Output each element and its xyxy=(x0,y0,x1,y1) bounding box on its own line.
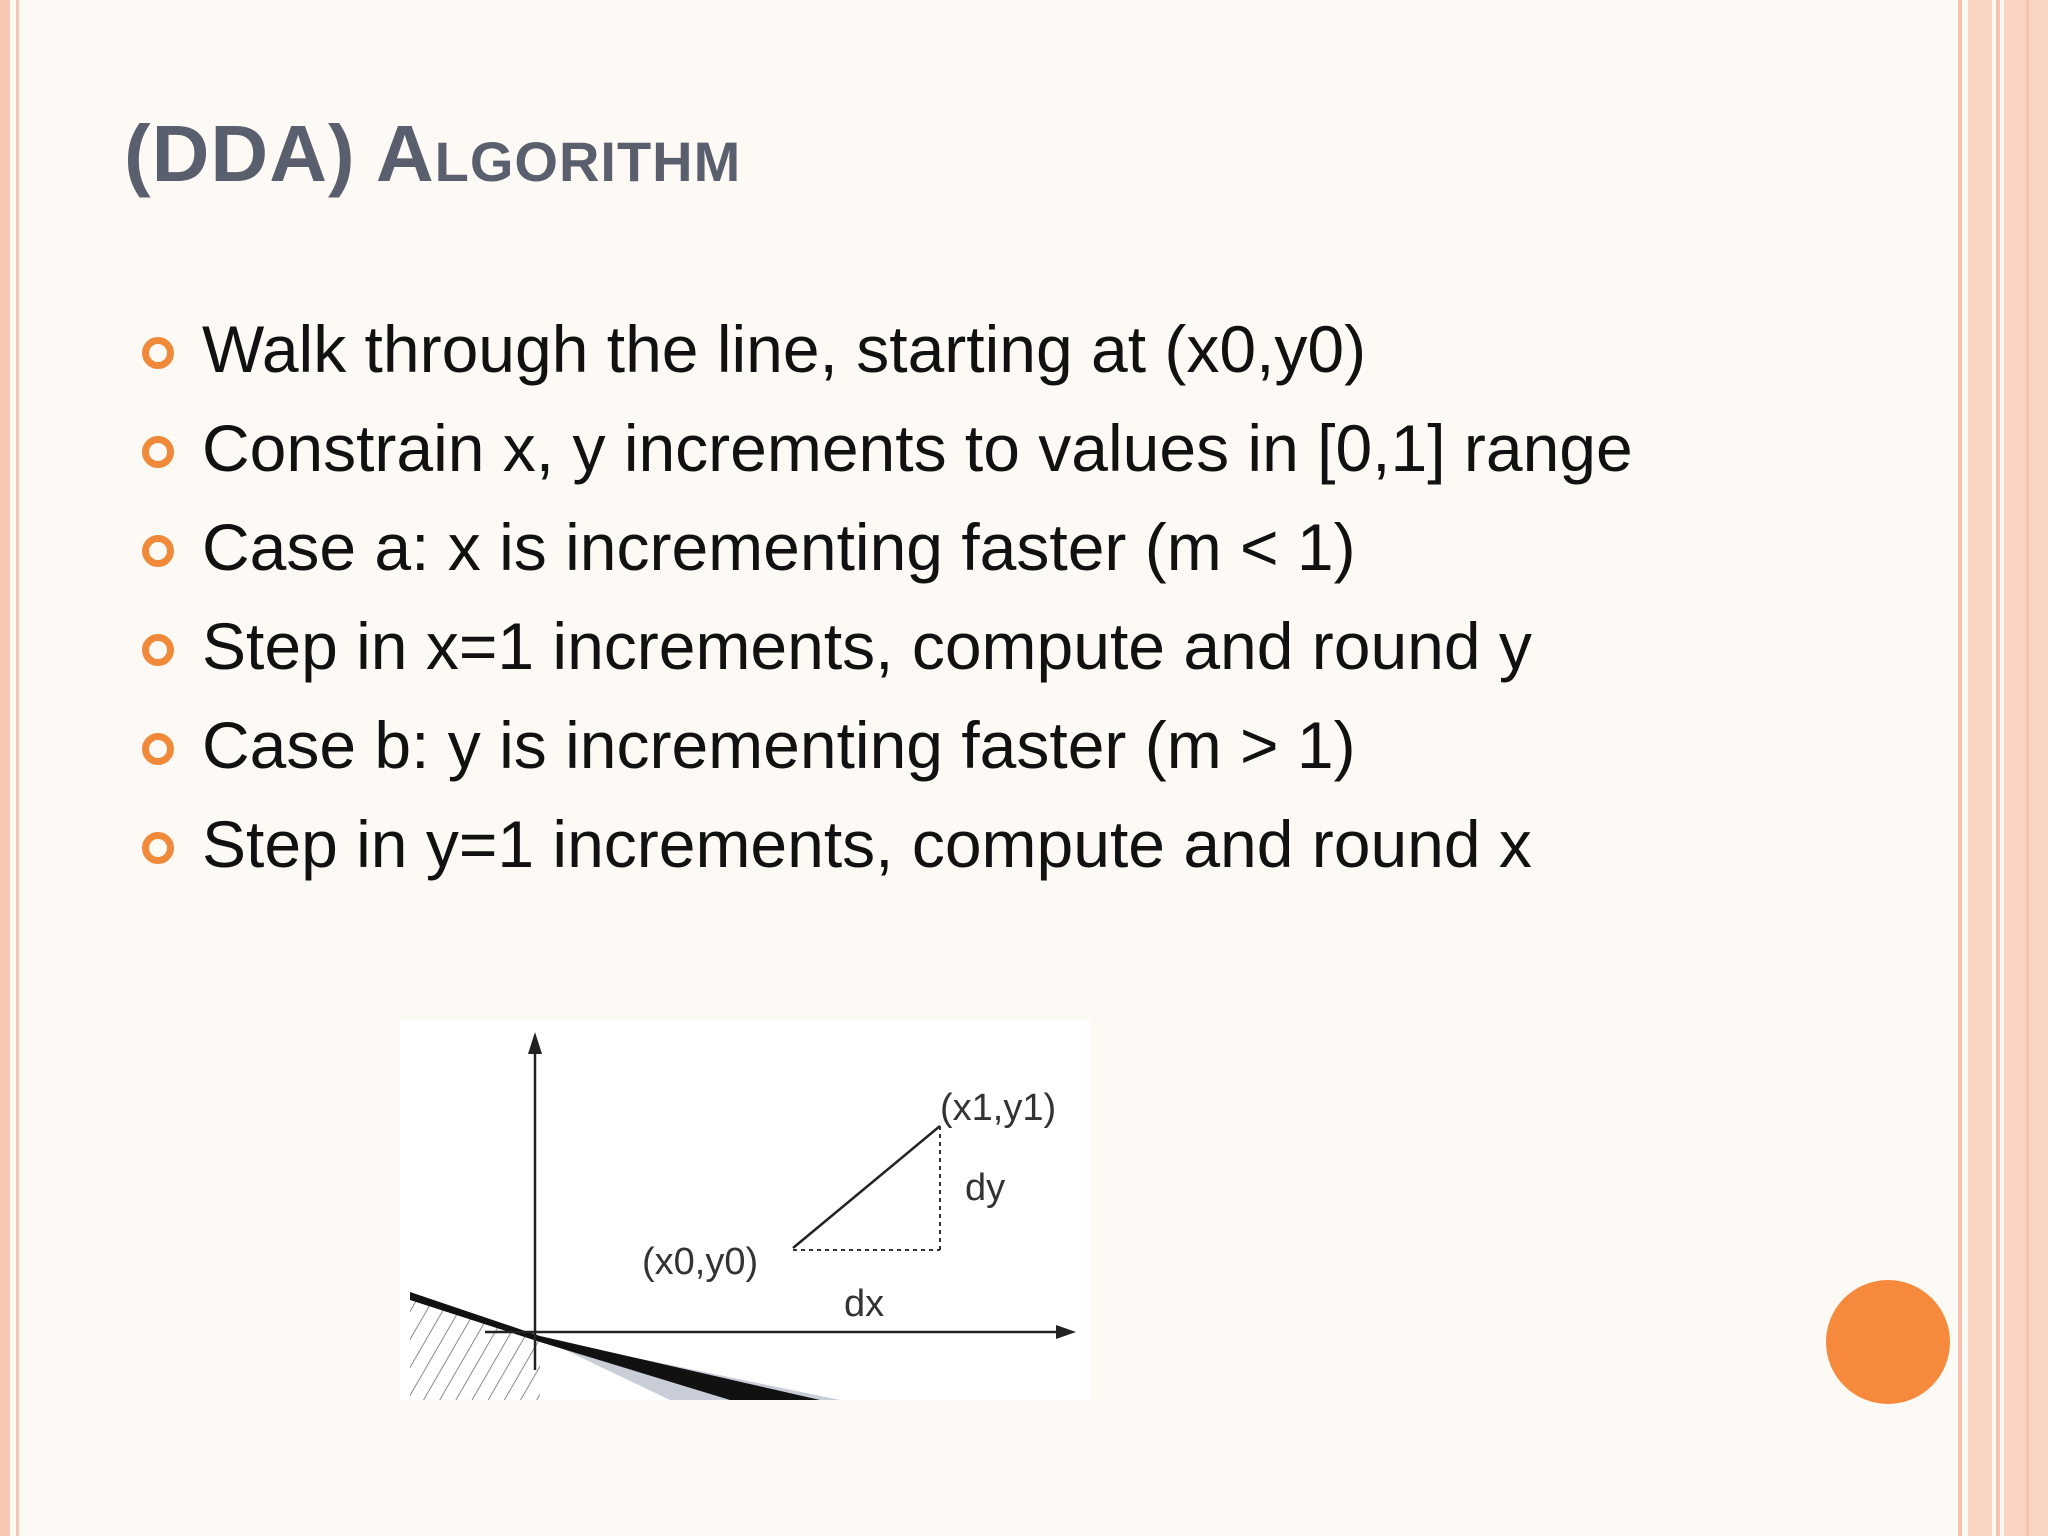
bullet-list xyxy=(142,300,1633,894)
bullet-item xyxy=(142,399,1633,498)
line-segment xyxy=(793,1126,940,1248)
right-border-band xyxy=(1968,0,1992,1536)
bullet-ring-icon xyxy=(142,535,174,567)
bullet-text: Step in x=1 increments, compute and round y xyxy=(202,609,1532,683)
y-axis-arrow-icon xyxy=(528,1032,542,1054)
bullet-text: Case a: x is incrementing faster (m < 1) xyxy=(202,510,1356,584)
end-point-label: (x1,y1) xyxy=(940,1087,1057,1129)
bullet-text: Case b: y is incrementing faster (m > 1) xyxy=(202,708,1356,782)
bullet-text: Walk through the line, starting at (x0,y0) xyxy=(202,312,1367,386)
dda-diagram xyxy=(400,1020,1090,1400)
bullet-item xyxy=(142,300,1633,399)
start-point-label: (x0,y0) xyxy=(642,1241,759,1283)
bullet-item xyxy=(142,498,1633,597)
left-border-line xyxy=(0,0,10,1536)
bullet-text: Step in y=1 increments, compute and round x xyxy=(202,807,1532,881)
bullet-item xyxy=(142,696,1633,795)
accent-dot xyxy=(1826,1280,1950,1404)
dx-label: dx xyxy=(844,1283,885,1325)
dda-diagram-svg xyxy=(400,1020,1090,1400)
slide-title: (DDA) Algorithm xyxy=(124,109,742,198)
bullet-ring-icon xyxy=(142,634,174,666)
bullet-item xyxy=(142,795,1633,894)
left-border-line-thin xyxy=(16,0,19,1536)
bullet-ring-icon xyxy=(142,733,174,765)
bullet-ring-icon xyxy=(142,832,174,864)
dy-label: dy xyxy=(965,1167,1006,1209)
x-axis-arrow-icon xyxy=(1056,1325,1076,1339)
bullet-ring-icon xyxy=(142,436,174,468)
bullet-ring-icon xyxy=(142,337,174,369)
hatched-region xyxy=(410,1294,540,1400)
right-border-line-2 xyxy=(1996,0,2000,1536)
right-border-line-3 xyxy=(2026,0,2029,1536)
bullet-text: Constrain x, y increments to values in [0,1] range xyxy=(202,411,1633,485)
bullet-item xyxy=(142,597,1633,696)
right-border-line xyxy=(1958,0,1962,1536)
